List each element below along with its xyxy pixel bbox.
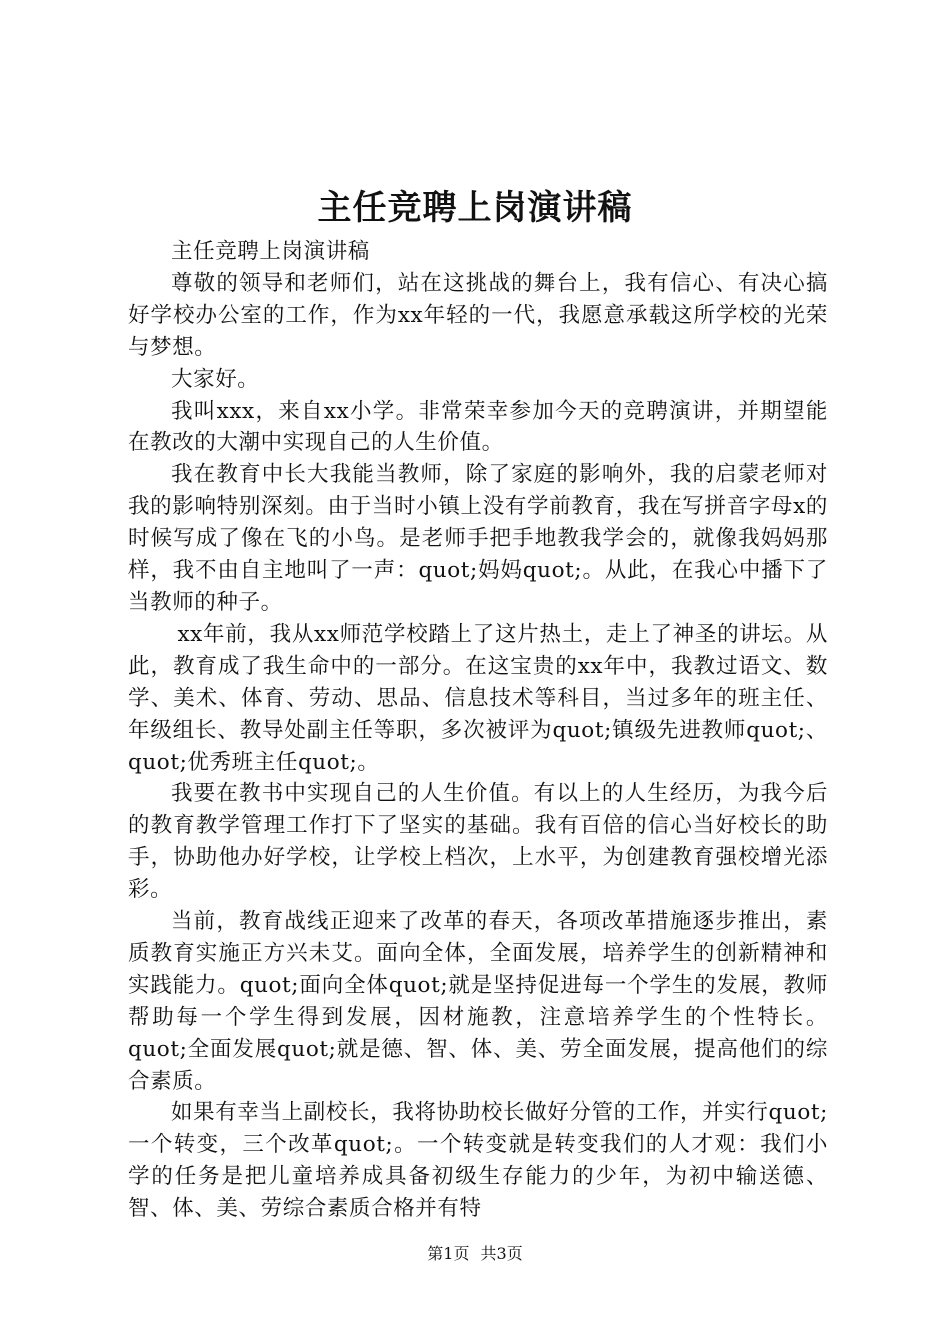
paragraph: 大家好。 — [171, 366, 260, 392]
paragraph: 当前，教育战线正迎来了改革的春天，各项改革措施逐步推出，素质教育实施正方兴未艾。面向全体，全面发展，培养学生的创新精神和实践能力。quot;面向全体quot;就是坚持促进每一个学生的发展，教师帮助每一个学生得到发展，因材施教，注意培养学生的个性特长。quot;全面发展quot;就是德、智、体、美、劳全面发展，提高他们的综合素质。 — [128, 909, 828, 1094]
document-body — [128, 236, 828, 1225]
page-footer — [0, 1242, 950, 1266]
paragraph: 如果有幸当上副校长，我将协助校长做好分管的工作，并实行quot;一个转变，三个改革quot;。一个转变就是转变我们的人才观：我们小学的任务是把儿童培养成具备初级生存能力的少年，为初中输送德、智、体、美、劳综合素质合格并有特 — [128, 1100, 828, 1222]
paragraph: 我要在教书中实现自己的人生价值。有以上的人生经历，为我今后的教育教学管理工作打下了坚实的基础。我有百倍的信心当好校长的助手，协助他办好学校，让学校上档次，上水平，为创建教育强校增光添彩。 — [128, 781, 828, 903]
paragraph: 主任竞聘上岗演讲稿 — [171, 239, 370, 264]
paragraph: 我在教育中长大我能当教师，除了家庭的影响外，我的启蒙老师对我的影响特别深刻。由于当时小镇上没有学前教育，我在写拼音字母x的时候写成了像在飞的小鸟。是老师手把手地教我学会的，就像我妈妈那样，我不由自主地叫了一声：quot;妈妈quot;。从此，在我心中播下了当教师的种子。 — [128, 462, 828, 615]
page-total: 共3页 — [480, 1244, 523, 1263]
document-title: 主任竞聘上岗演讲稿 — [317, 188, 633, 228]
page-number: 第1页 — [427, 1244, 470, 1263]
paragraph: xx年前，我从xx师范学校踏上了这片热土，走上了神圣的讲坛。从此，教育成了我生命中的一部分。在这宝贵的xx年中，我教过语文、数学、美术、体育、劳动、思品、信息技术等科目，当过多年的班主任、年级组长、教导处副主任等职，多次被评为quot;镇级先进教师quot;、quot;优秀班主任quot;。 — [128, 621, 828, 775]
paragraph: 我叫xxx，来自xx小学。非常荣幸参加今天的竞聘演讲，并期望能在教改的大潮中实现自己的人生价值。 — [128, 398, 828, 456]
paragraph: 尊敬的领导和老师们，站在这挑战的舞台上，我有信心、有决心搞好学校办公室的工作，作为xx年轻的一代，我愿意承载这所学校的光荣与梦想。 — [128, 270, 828, 360]
